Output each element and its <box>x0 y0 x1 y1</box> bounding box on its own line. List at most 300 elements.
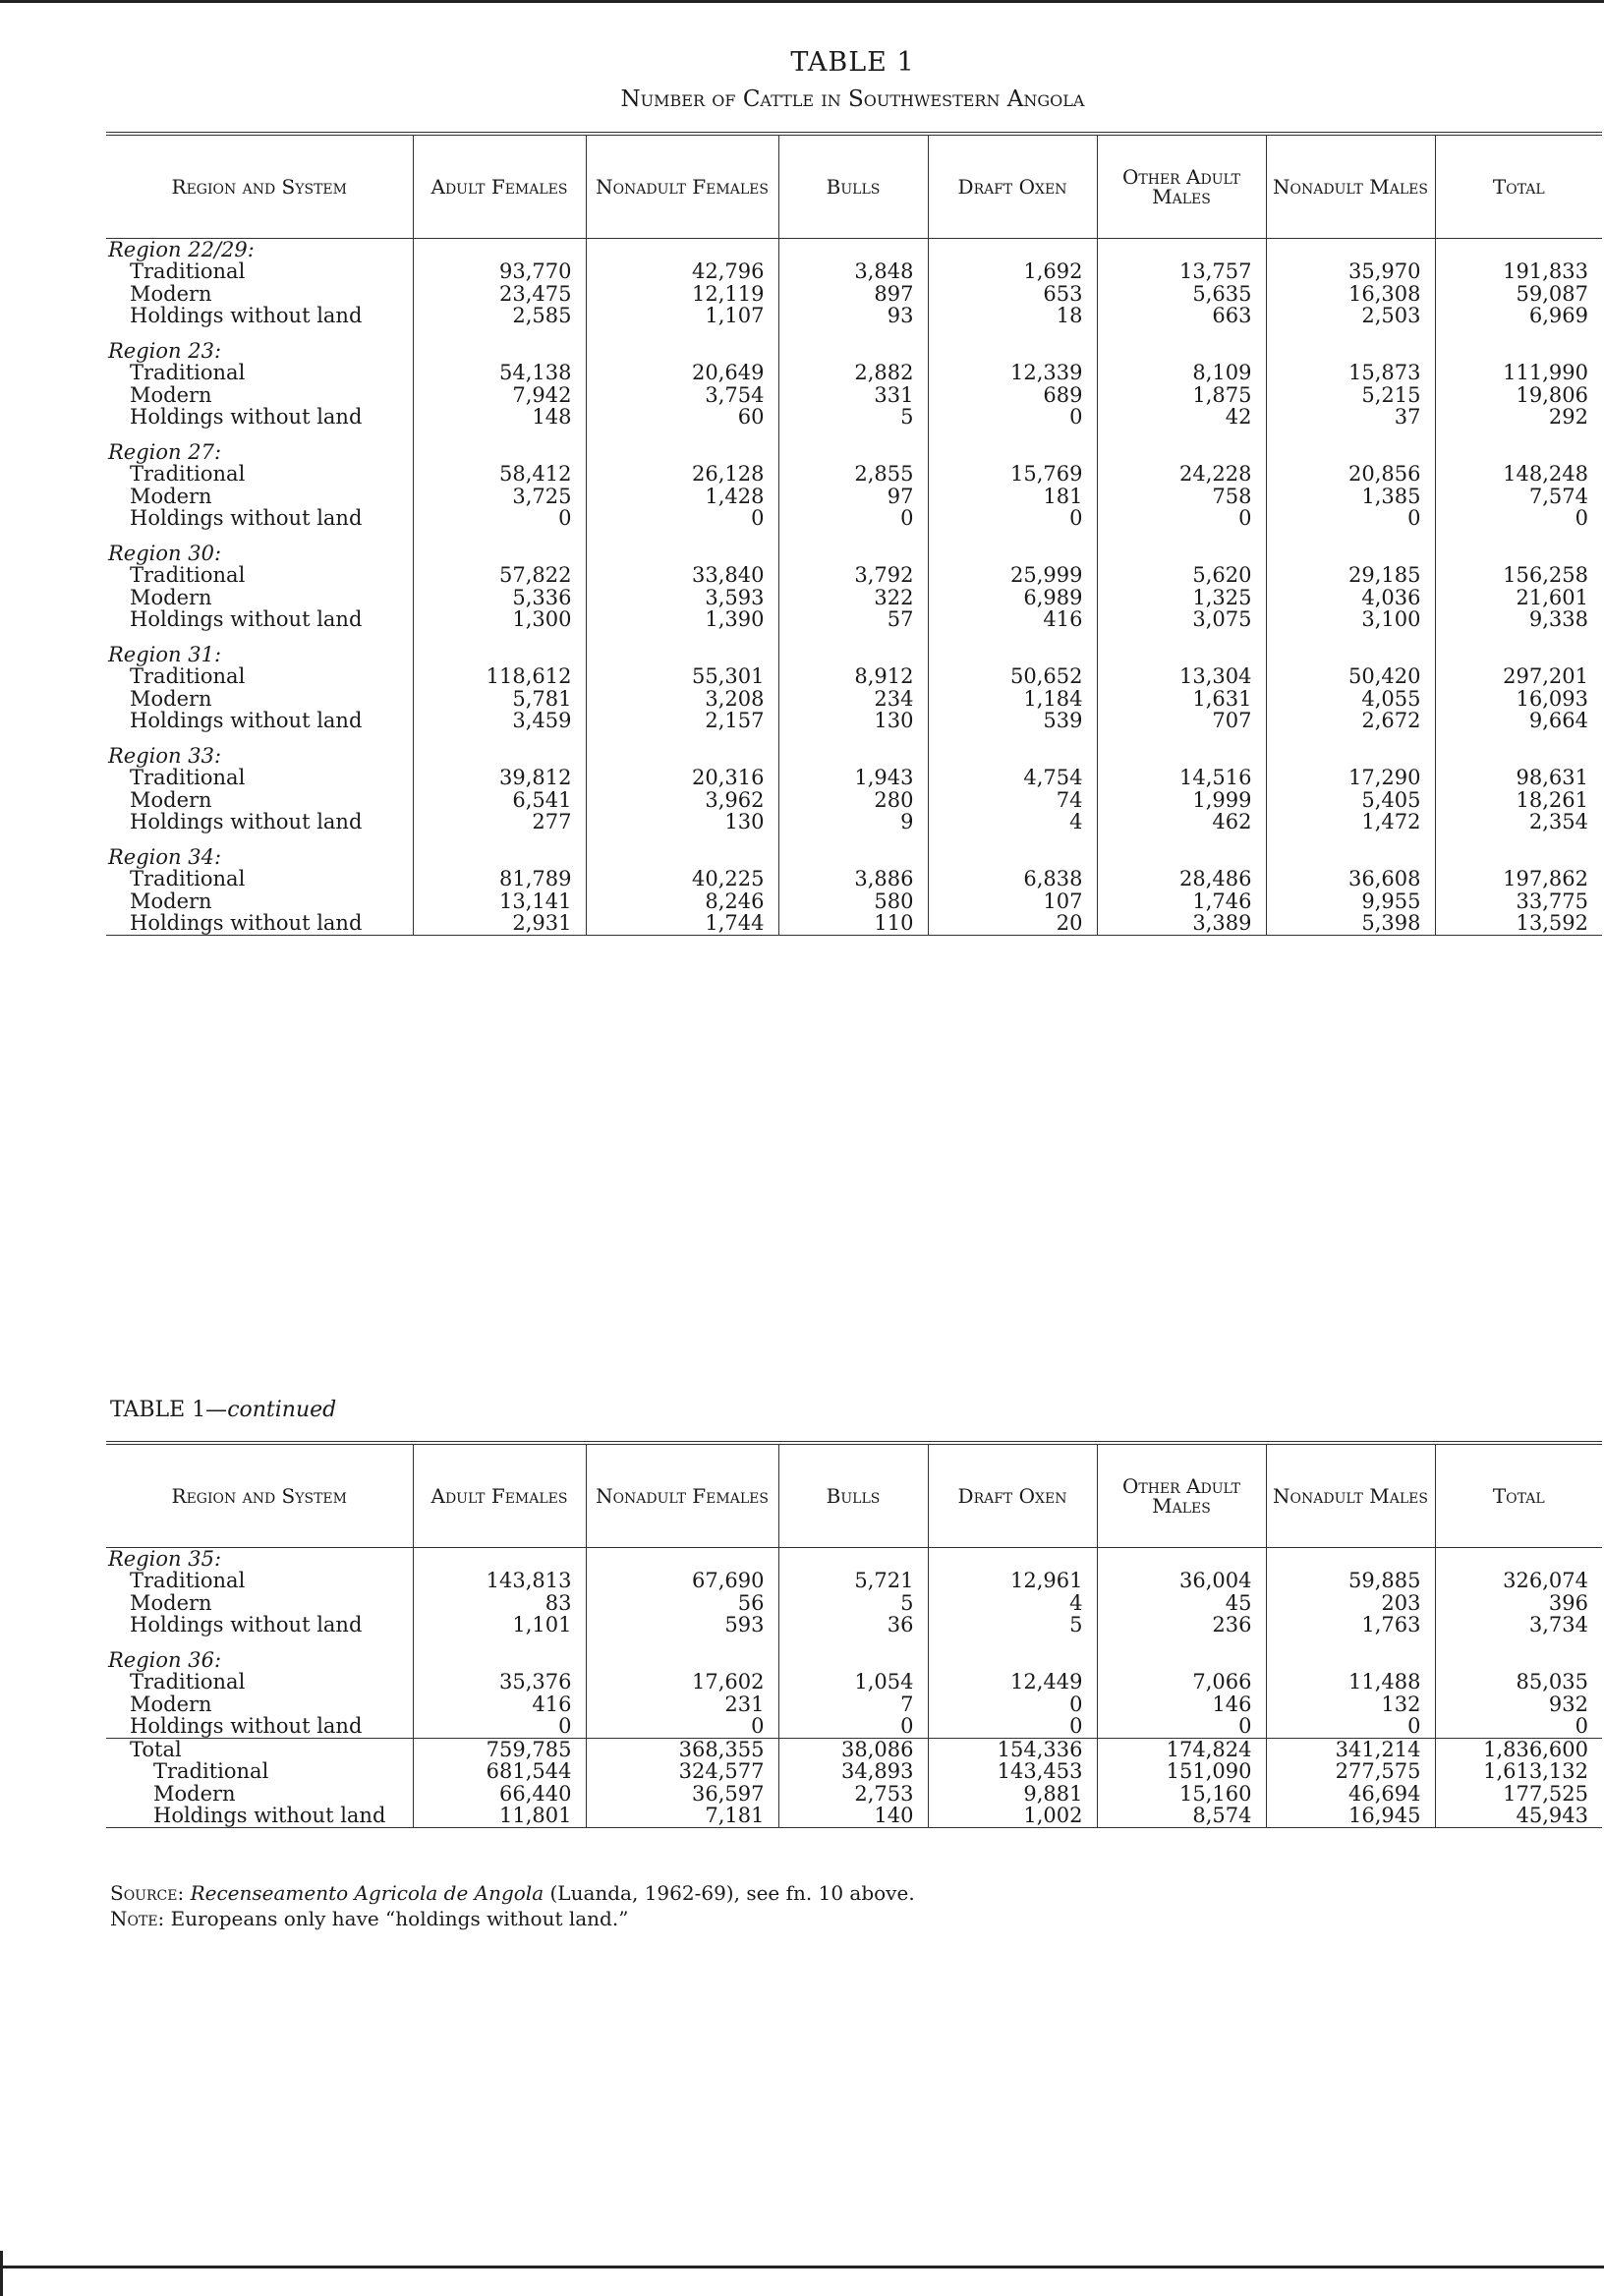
spacer-cell <box>586 631 778 644</box>
value-cell: 12,449 <box>928 1671 1097 1693</box>
value-cell: 5 <box>778 1592 928 1615</box>
table-row <box>106 868 1602 890</box>
value-cell: 0 <box>928 1715 1097 1738</box>
value-cell: 5,336 <box>413 587 586 609</box>
empty-cell <box>778 238 928 260</box>
value-cell: 19,806 <box>1435 384 1602 407</box>
value-cell: 292 <box>1435 406 1602 429</box>
spacer-cell <box>928 327 1097 340</box>
cattle-table-part2 <box>106 1441 1602 1828</box>
value-cell: 1,746 <box>1097 890 1266 913</box>
spacer-cell <box>1266 327 1435 340</box>
empty-cell <box>1266 1547 1435 1570</box>
total-value-cell: 1,836,600 <box>1435 1738 1602 1760</box>
value-cell: 18,261 <box>1435 789 1602 812</box>
value-cell: 1,763 <box>1266 1614 1435 1636</box>
value-cell: 3,792 <box>778 564 928 587</box>
value-cell: 6,838 <box>928 868 1097 890</box>
spacer-cell <box>106 631 413 644</box>
value-cell: 3,734 <box>1435 1614 1602 1636</box>
total-value-cell: 2,753 <box>778 1783 928 1806</box>
empty-cell <box>1266 441 1435 464</box>
value-cell: 280 <box>778 789 928 812</box>
empty-cell <box>1097 441 1266 464</box>
total-row <box>106 1738 1602 1760</box>
note-line <box>110 1907 628 1930</box>
col-header-adult-females: Adult Females <box>413 1443 586 1547</box>
value-cell: 50,420 <box>1266 665 1435 688</box>
value-cell: 36,608 <box>1266 868 1435 890</box>
col-header-nonadult-females: Nonadult Females <box>586 1443 778 1547</box>
col-header-bulls: Bulls <box>778 1443 928 1547</box>
table-row <box>106 384 1602 407</box>
table-body-part1 <box>106 238 1602 935</box>
spacer-cell <box>413 327 586 340</box>
spacer-cell <box>586 429 778 441</box>
table-row <box>106 564 1602 587</box>
value-cell: 16,093 <box>1435 688 1602 711</box>
spacer-cell <box>413 530 586 543</box>
col-header-draft-oxen: Draft Oxen <box>928 1443 1097 1547</box>
value-cell: 59,885 <box>1266 1570 1435 1592</box>
value-cell: 5,398 <box>1266 912 1435 935</box>
spacer-cell <box>413 631 586 644</box>
value-cell: 1,472 <box>1266 811 1435 833</box>
note-text: Europeans only have “holdings without land.” <box>170 1907 629 1930</box>
region-header-row <box>106 846 1602 869</box>
spacer-cell <box>1097 327 1266 340</box>
empty-cell <box>586 846 778 869</box>
spacer-cell <box>413 1636 586 1649</box>
empty-cell <box>778 644 928 666</box>
value-cell: 23,475 <box>413 283 586 306</box>
empty-cell <box>928 543 1097 565</box>
value-cell: 1,875 <box>1097 384 1266 407</box>
value-cell: 2,157 <box>586 710 778 732</box>
region-name: Region 22/29: <box>108 237 255 261</box>
value-cell: 1,054 <box>778 1671 928 1693</box>
region-header-row <box>106 1649 1602 1672</box>
value-cell: 13,757 <box>1097 260 1266 283</box>
empty-cell <box>1097 745 1266 768</box>
value-cell: 277 <box>413 811 586 833</box>
col-header-bulls: Bulls <box>778 134 928 238</box>
value-cell: 26,128 <box>586 463 778 486</box>
table-row <box>106 688 1602 711</box>
value-cell: 8,246 <box>586 890 778 913</box>
total-value-cell: 177,525 <box>1435 1783 1602 1806</box>
spacer-cell <box>928 1636 1097 1649</box>
empty-cell <box>1097 644 1266 666</box>
value-cell: 1,692 <box>928 260 1097 283</box>
value-cell: 0 <box>1097 507 1266 530</box>
table-row <box>106 665 1602 688</box>
value-cell: 143,813 <box>413 1570 586 1592</box>
empty-cell <box>413 846 586 869</box>
spacer-cell <box>1266 833 1435 846</box>
value-cell: 13,304 <box>1097 665 1266 688</box>
value-cell: 130 <box>586 811 778 833</box>
spacer-cell <box>778 1636 928 1649</box>
value-cell: 14,516 <box>1097 767 1266 789</box>
spacer-cell <box>1435 833 1602 846</box>
value-cell: 21,601 <box>1435 587 1602 609</box>
spacer-cell <box>928 429 1097 441</box>
system-label: Traditional <box>130 766 246 789</box>
system-label: Holdings without land <box>130 1714 363 1738</box>
value-cell: 5 <box>778 406 928 429</box>
empty-cell <box>586 238 778 260</box>
source-line <box>110 1881 915 1905</box>
system-label: Traditional <box>130 563 246 587</box>
empty-cell <box>413 745 586 768</box>
value-cell: 0 <box>778 1715 928 1738</box>
system-label: Holdings without land <box>130 304 363 327</box>
value-cell: 98,631 <box>1435 767 1602 789</box>
empty-cell <box>586 644 778 666</box>
value-cell: 130 <box>778 710 928 732</box>
system-label: Holdings without land <box>130 810 363 833</box>
value-cell: 93,770 <box>413 260 586 283</box>
empty-cell <box>413 441 586 464</box>
empty-cell <box>1435 1649 1602 1672</box>
value-cell: 4,036 <box>1266 587 1435 609</box>
spacer-cell <box>1097 429 1266 441</box>
value-cell: 1,999 <box>1097 789 1266 812</box>
system-label: Modern <box>130 1692 212 1716</box>
table-body-part2 <box>106 1547 1602 1827</box>
value-cell: 191,833 <box>1435 260 1602 283</box>
col-header-adult-females: Adult Females <box>413 134 586 238</box>
value-cell: 81,789 <box>413 868 586 890</box>
value-cell: 118,612 <box>413 665 586 688</box>
value-cell: 8,109 <box>1097 362 1266 384</box>
cattle-table-part1 <box>106 132 1602 936</box>
empty-cell <box>1266 238 1435 260</box>
value-cell: 0 <box>778 507 928 530</box>
spacer-row <box>106 631 1602 644</box>
region-name: Region 30: <box>108 541 222 565</box>
value-cell: 0 <box>586 507 778 530</box>
total-system-label: Traditional <box>153 1759 269 1783</box>
spacer-row <box>106 833 1602 846</box>
spacer-cell <box>1097 1636 1266 1649</box>
empty-cell <box>586 441 778 464</box>
spacer-cell <box>778 631 928 644</box>
value-cell: 146 <box>1097 1693 1266 1716</box>
system-label: Modern <box>130 585 212 609</box>
value-cell: 0 <box>928 406 1097 429</box>
empty-cell <box>1266 846 1435 869</box>
total-value-cell: 45,943 <box>1435 1805 1602 1827</box>
empty-cell <box>1097 1547 1266 1570</box>
value-cell: 16,308 <box>1266 283 1435 306</box>
empty-cell <box>928 340 1097 363</box>
total-value-cell: 9,881 <box>928 1783 1097 1806</box>
spacer-cell <box>586 833 778 846</box>
value-cell: 148,248 <box>1435 463 1602 486</box>
table-row <box>106 608 1602 631</box>
value-cell: 20,649 <box>586 362 778 384</box>
empty-cell <box>1435 238 1602 260</box>
total-value-cell: 7,181 <box>586 1805 778 1827</box>
page-top-rule <box>0 0 1604 3</box>
value-cell: 13,592 <box>1435 912 1602 935</box>
spacer-cell <box>1266 1636 1435 1649</box>
value-cell: 15,873 <box>1266 362 1435 384</box>
value-cell: 15,769 <box>928 463 1097 486</box>
empty-cell <box>1266 745 1435 768</box>
empty-cell <box>778 543 928 565</box>
value-cell: 9,338 <box>1435 608 1602 631</box>
total-value-cell: 66,440 <box>413 1783 586 1806</box>
source-label: Source: <box>110 1881 185 1905</box>
value-cell: 107 <box>928 890 1097 913</box>
spacer-cell <box>586 1636 778 1649</box>
value-cell: 12,339 <box>928 362 1097 384</box>
value-cell: 0 <box>586 1715 778 1738</box>
spacer-cell <box>1435 530 1602 543</box>
value-cell: 0 <box>413 507 586 530</box>
value-cell: 4,055 <box>1266 688 1435 711</box>
table-row <box>106 587 1602 609</box>
value-cell: 17,602 <box>586 1671 778 1693</box>
value-cell: 18 <box>928 305 1097 327</box>
empty-cell <box>413 644 586 666</box>
empty-cell <box>1097 846 1266 869</box>
value-cell: 35,970 <box>1266 260 1435 283</box>
total-value-cell: 140 <box>778 1805 928 1827</box>
spacer-row <box>106 429 1602 441</box>
empty-cell <box>413 340 586 363</box>
empty-cell <box>1097 238 1266 260</box>
system-label: Traditional <box>130 462 246 486</box>
spacer-cell <box>586 530 778 543</box>
value-cell: 4 <box>928 1592 1097 1615</box>
table-row <box>106 789 1602 812</box>
spacer-cell <box>1435 429 1602 441</box>
spacer-cell <box>778 732 928 745</box>
value-cell: 2,672 <box>1266 710 1435 732</box>
value-cell: 416 <box>928 608 1097 631</box>
empty-cell <box>1435 846 1602 869</box>
value-cell: 35,376 <box>413 1671 586 1693</box>
value-cell: 3,389 <box>1097 912 1266 935</box>
empty-cell <box>1435 1547 1602 1570</box>
system-label: Modern <box>130 281 212 306</box>
table-row <box>106 305 1602 327</box>
value-cell: 57 <box>778 608 928 631</box>
empty-cell <box>1435 441 1602 464</box>
value-cell: 0 <box>413 1715 586 1738</box>
page-corner-rule <box>0 2251 3 2296</box>
spacer-cell <box>1097 732 1266 745</box>
value-cell: 331 <box>778 384 928 407</box>
spacer-cell <box>778 833 928 846</box>
table-row <box>106 710 1602 732</box>
value-cell: 5,405 <box>1266 789 1435 812</box>
empty-cell <box>928 441 1097 464</box>
value-cell: 28,486 <box>1097 868 1266 890</box>
value-cell: 45 <box>1097 1592 1266 1615</box>
total-value-cell: 1,002 <box>928 1805 1097 1827</box>
value-cell: 580 <box>778 890 928 913</box>
system-label: Modern <box>130 686 212 711</box>
system-label: Modern <box>130 787 212 812</box>
value-cell: 462 <box>1097 811 1266 833</box>
table-row <box>106 362 1602 384</box>
value-cell: 54,138 <box>413 362 586 384</box>
table-row <box>106 1693 1602 1716</box>
value-cell: 7,942 <box>413 384 586 407</box>
col-header-draft-oxen: Draft Oxen <box>928 134 1097 238</box>
value-cell: 689 <box>928 384 1097 407</box>
value-cell: 9,955 <box>1266 890 1435 913</box>
col-header-nonadult-males: Nonadult Males <box>1266 1443 1435 1547</box>
value-cell: 3,754 <box>586 384 778 407</box>
region-name: Region 27: <box>108 439 222 464</box>
table-row <box>106 1614 1602 1636</box>
col-header-nonadult-females: Nonadult Females <box>586 134 778 238</box>
spacer-cell <box>1435 1636 1602 1649</box>
value-cell: 132 <box>1266 1693 1435 1716</box>
total-value-cell: 15,160 <box>1097 1783 1266 1806</box>
value-cell: 181 <box>928 486 1097 508</box>
spacer-cell <box>413 732 586 745</box>
table-row <box>106 463 1602 486</box>
value-cell: 297,201 <box>1435 665 1602 688</box>
value-cell: 56 <box>586 1592 778 1615</box>
spacer-cell <box>1097 530 1266 543</box>
value-cell: 7,066 <box>1097 1671 1266 1693</box>
value-cell: 9,664 <box>1435 710 1602 732</box>
value-cell: 20,316 <box>586 767 778 789</box>
value-cell: 758 <box>1097 486 1266 508</box>
value-cell: 3,962 <box>586 789 778 812</box>
spacer-cell <box>1435 732 1602 745</box>
value-cell: 3,075 <box>1097 608 1266 631</box>
value-cell: 5,620 <box>1097 564 1266 587</box>
value-cell: 0 <box>1435 1715 1602 1738</box>
value-cell: 5,635 <box>1097 283 1266 306</box>
system-label: Traditional <box>130 1569 246 1592</box>
table-row <box>106 1570 1602 1592</box>
spacer-row <box>106 1636 1602 1649</box>
value-cell: 663 <box>1097 305 1266 327</box>
note-label: Note: <box>110 1907 165 1930</box>
continued-label: TABLE 1— <box>110 1398 228 1422</box>
value-cell: 0 <box>1266 507 1435 530</box>
value-cell: 2,503 <box>1266 305 1435 327</box>
empty-cell <box>778 340 928 363</box>
value-cell: 932 <box>1435 1693 1602 1716</box>
total-value-cell: 154,336 <box>928 1738 1097 1760</box>
value-cell: 12,119 <box>586 283 778 306</box>
spacer-cell <box>413 429 586 441</box>
spacer-cell <box>1266 530 1435 543</box>
value-cell: 59,087 <box>1435 283 1602 306</box>
col-header-other-adult-males: Other Adult Males <box>1097 134 1266 238</box>
total-value-cell: 16,945 <box>1266 1805 1435 1827</box>
value-cell: 7,574 <box>1435 486 1602 508</box>
value-cell: 9 <box>778 811 928 833</box>
value-cell: 2,882 <box>778 362 928 384</box>
empty-cell <box>778 1547 928 1570</box>
table-row <box>106 767 1602 789</box>
value-cell: 322 <box>778 587 928 609</box>
value-cell: 203 <box>1266 1592 1435 1615</box>
value-cell: 33,840 <box>586 564 778 587</box>
region-header-row <box>106 340 1602 363</box>
value-cell: 60 <box>586 406 778 429</box>
empty-cell <box>778 441 928 464</box>
empty-cell <box>1097 340 1266 363</box>
empty-cell <box>928 238 1097 260</box>
empty-cell <box>586 745 778 768</box>
table-row <box>106 283 1602 306</box>
total-value-cell: 8,574 <box>1097 1805 1266 1827</box>
empty-cell <box>586 1547 778 1570</box>
system-label: Modern <box>130 382 212 407</box>
value-cell: 37 <box>1266 406 1435 429</box>
value-cell: 234 <box>778 688 928 711</box>
value-cell: 0 <box>1266 1715 1435 1738</box>
empty-cell <box>1097 543 1266 565</box>
value-cell: 36,004 <box>1097 1570 1266 1592</box>
value-cell: 539 <box>928 710 1097 732</box>
total-value-cell: 368,355 <box>586 1738 778 1760</box>
value-cell: 2,585 <box>413 305 586 327</box>
value-cell: 58,412 <box>413 463 586 486</box>
value-cell: 0 <box>1097 1715 1266 1738</box>
value-cell: 231 <box>586 1693 778 1716</box>
empty-cell <box>1097 1649 1266 1672</box>
value-cell: 1,744 <box>586 912 778 935</box>
system-label: Holdings without land <box>130 506 363 530</box>
system-label: Traditional <box>130 259 246 283</box>
table-row <box>106 406 1602 429</box>
value-cell: 897 <box>778 283 928 306</box>
region-header-row <box>106 745 1602 768</box>
spacer-cell <box>586 327 778 340</box>
total-value-cell: 143,453 <box>928 1760 1097 1783</box>
value-cell: 97 <box>778 486 928 508</box>
value-cell: 7 <box>778 1693 928 1716</box>
empty-cell <box>928 745 1097 768</box>
region-name: Region 34: <box>108 844 222 869</box>
value-cell: 1,390 <box>586 608 778 631</box>
continued-title <box>110 1398 336 1422</box>
value-cell: 1,428 <box>586 486 778 508</box>
region-header-row <box>106 1547 1602 1570</box>
value-cell: 74 <box>928 789 1097 812</box>
value-cell: 3,593 <box>586 587 778 609</box>
spacer-cell <box>778 530 928 543</box>
region-header-row <box>106 644 1602 666</box>
total-value-cell: 34,893 <box>778 1760 928 1783</box>
table-row <box>106 1715 1602 1738</box>
value-cell: 148 <box>413 406 586 429</box>
value-cell: 6,989 <box>928 587 1097 609</box>
value-cell: 1,385 <box>1266 486 1435 508</box>
value-cell: 236 <box>1097 1614 1266 1636</box>
total-sub-row <box>106 1760 1602 1783</box>
value-cell: 0 <box>928 1693 1097 1716</box>
value-cell: 396 <box>1435 1592 1602 1615</box>
value-cell: 5 <box>928 1614 1097 1636</box>
empty-cell <box>586 1649 778 1672</box>
system-label: Holdings without land <box>130 405 363 429</box>
